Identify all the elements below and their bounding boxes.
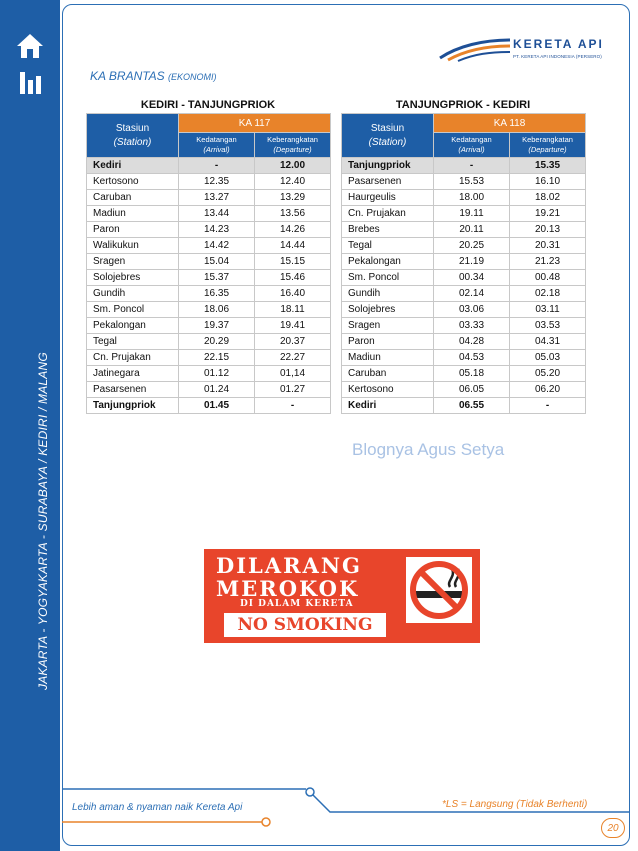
table-row [342, 286, 586, 302]
station-cell: Jatinegara [87, 366, 179, 382]
table-row [87, 254, 331, 270]
departure-cell: 18.11 [255, 302, 331, 318]
station-cell: Tegal [87, 334, 179, 350]
departure-header: Keberangkatan (Departure) [255, 133, 331, 158]
table-row [87, 174, 331, 190]
departure-cell: 14.26 [255, 222, 331, 238]
table-row [87, 334, 331, 350]
arrival-cell: 02.14 [434, 286, 510, 302]
departure-cell: 02.18 [510, 286, 586, 302]
station-cell: Gundih [87, 286, 179, 302]
page-number: 20 [601, 818, 625, 838]
arrival-header: Kedatangan (Arrival) [179, 133, 255, 158]
table-row [342, 238, 586, 254]
table-row [342, 174, 586, 190]
table-row [342, 334, 586, 350]
route-vertical-label: JAKARTA - YOGYAKARTA - SURABAYA / KEDIRI / MALANG [36, 352, 50, 690]
kereta-api-logo-icon [438, 36, 512, 62]
departure-cell: 15.15 [255, 254, 331, 270]
table-row [342, 158, 586, 174]
table-row [342, 222, 586, 238]
station-cell: Gundih [342, 286, 434, 302]
departure-cell: 15.35 [510, 158, 586, 174]
arrival-cell: - [434, 158, 510, 174]
arrival-cell: 19.11 [434, 206, 510, 222]
table-row [342, 206, 586, 222]
table-row [87, 190, 331, 206]
home-icon[interactable] [14, 30, 46, 62]
departure-cell: 04.31 [510, 334, 586, 350]
arrival-cell: 06.55 [434, 398, 510, 414]
train-number: KA 118 [434, 114, 586, 133]
departure-cell: 16.40 [255, 286, 331, 302]
station-cell: Sragen [342, 318, 434, 334]
footer-tagline: Lebih aman & nyaman naik Kereta Api [72, 802, 243, 813]
station-cell: Tanjungpriok [342, 158, 434, 174]
sign-line-3: DI DALAM KERETA [240, 599, 354, 609]
arrival-cell: - [179, 158, 255, 174]
departure-cell: 15.46 [255, 270, 331, 286]
table-row [87, 206, 331, 222]
table-body [342, 158, 586, 414]
title-main: KA BRANTAS [90, 69, 165, 83]
departure-cell: 20.13 [510, 222, 586, 238]
station-cell: Kertosono [87, 174, 179, 190]
departure-cell: 13.56 [255, 206, 331, 222]
departure-cell: 18.02 [510, 190, 586, 206]
station-cell: Kertosono [342, 382, 434, 398]
departure-cell: 16.10 [510, 174, 586, 190]
schedule-table-tanjungpriok-kediri [341, 98, 585, 414]
route-title: KEDIRI - TANJUNGPRIOK [140, 99, 276, 111]
departure-cell: - [510, 398, 586, 414]
departure-cell: 05.20 [510, 366, 586, 382]
departure-cell: 03.53 [510, 318, 586, 334]
station-cell: Paron [87, 222, 179, 238]
arrival-cell: 14.42 [179, 238, 255, 254]
table-row [87, 158, 331, 174]
departure-cell: 21.23 [510, 254, 586, 270]
departure-header: Keberangkatan (Departure) [510, 133, 586, 158]
departure-cell: 03.11 [510, 302, 586, 318]
table-row [87, 350, 331, 366]
station-cell: Pekalongan [342, 254, 434, 270]
table-row [87, 286, 331, 302]
station-cell: Sm. Poncol [87, 302, 179, 318]
table-row [342, 302, 586, 318]
sign-line-4: NO SMOKING [237, 615, 373, 635]
table-row [342, 350, 586, 366]
page-title [90, 69, 217, 83]
arrival-cell: 15.37 [179, 270, 255, 286]
arrival-cell: 15.53 [434, 174, 510, 190]
station-cell: Kediri [87, 158, 179, 174]
station-cell: Solojebres [342, 302, 434, 318]
arrival-cell: 18.06 [179, 302, 255, 318]
table-row [342, 318, 586, 334]
table-row [342, 382, 586, 398]
station-cell: Cn. Prujakan [342, 206, 434, 222]
arrival-cell: 15.04 [179, 254, 255, 270]
departure-cell: 19.41 [255, 318, 331, 334]
departure-cell: 00.48 [510, 270, 586, 286]
table-row [87, 366, 331, 382]
station-cell: Sm. Poncol [342, 270, 434, 286]
arrival-cell: 20.11 [434, 222, 510, 238]
arrival-cell: 16.35 [179, 286, 255, 302]
station-cell: Pasarsenen [342, 174, 434, 190]
sign-line-2: MEROKOK [216, 576, 360, 601]
station-cell: Pekalongan [87, 318, 179, 334]
sign-line-1: DILARANG [216, 553, 362, 578]
title-subtitle: (EKONOMI) [168, 72, 217, 82]
departure-cell: 12.40 [255, 174, 331, 190]
route-title: TANJUNGPRIOK - KEDIRI [395, 99, 531, 111]
arrival-cell: 21.19 [434, 254, 510, 270]
departure-cell: 13.29 [255, 190, 331, 206]
table-row [342, 366, 586, 382]
table-row [342, 190, 586, 206]
station-cell: Kediri [342, 398, 434, 414]
table-row [342, 270, 586, 286]
departure-cell: 06.20 [510, 382, 586, 398]
station-cell: Haurgeulis [342, 190, 434, 206]
departure-cell: 05.03 [510, 350, 586, 366]
arrival-header: Kedatangan (Arrival) [434, 133, 510, 158]
station-header: Stasiun (Station) [87, 114, 179, 158]
table-row [87, 238, 331, 254]
table-row [342, 254, 586, 270]
arrival-cell: 19.37 [179, 318, 255, 334]
station-cell: Caruban [342, 366, 434, 382]
arrival-cell: 01.12 [179, 366, 255, 382]
table-row [87, 270, 331, 286]
schedule-table [86, 113, 331, 414]
sidebar [0, 0, 60, 851]
arrival-cell: 04.53 [434, 350, 510, 366]
arrival-cell: 12.35 [179, 174, 255, 190]
arrival-cell: 03.33 [434, 318, 510, 334]
arrival-cell: 18.00 [434, 190, 510, 206]
sign-banner [224, 613, 386, 637]
departure-cell: 19.21 [510, 206, 586, 222]
departure-cell: 01,14 [255, 366, 331, 382]
departure-cell: 20.31 [510, 238, 586, 254]
station-cell: Brebes [342, 222, 434, 238]
table-row [87, 302, 331, 318]
station-cell: Sragen [87, 254, 179, 270]
station-header: Stasiun (Station) [342, 114, 434, 158]
arrival-cell: 01.24 [179, 382, 255, 398]
station-cell: Walikukun [87, 238, 179, 254]
station-cell: Pasarsenen [87, 382, 179, 398]
station-cell: Madiun [342, 350, 434, 366]
arrival-cell: 00.34 [434, 270, 510, 286]
departure-cell: - [255, 398, 331, 414]
arrival-cell: 20.25 [434, 238, 510, 254]
no-smoking-icon [406, 557, 472, 623]
bar-chart-icon[interactable] [14, 66, 46, 98]
logo-subtext: PT. KERETA API INDONESIA (PERSERO) [513, 54, 602, 59]
arrival-cell: 01.45 [179, 398, 255, 414]
table-row [342, 398, 586, 414]
departure-cell: 12.00 [255, 158, 331, 174]
departure-cell: 20.37 [255, 334, 331, 350]
departure-cell: 01.27 [255, 382, 331, 398]
station-cell: Cn. Prujakan [87, 350, 179, 366]
table-row [87, 318, 331, 334]
departure-cell: 14.44 [255, 238, 331, 254]
station-cell: Caruban [87, 190, 179, 206]
station-cell: Solojebres [87, 270, 179, 286]
arrival-cell: 14.23 [179, 222, 255, 238]
arrival-cell: 06.05 [434, 382, 510, 398]
arrival-cell: 13.27 [179, 190, 255, 206]
table-row [87, 222, 331, 238]
arrival-cell: 22.15 [179, 350, 255, 366]
schedule-table-kediri-tanjungpriok [86, 98, 330, 414]
schedule-table [341, 113, 586, 414]
arrival-cell: 05.18 [434, 366, 510, 382]
arrival-cell: 13.44 [179, 206, 255, 222]
train-number: KA 117 [179, 114, 331, 133]
arrival-cell: 20.29 [179, 334, 255, 350]
table-row [87, 382, 331, 398]
station-cell: Tanjungpriok [87, 398, 179, 414]
no-smoking-sign [204, 549, 480, 643]
table-row [87, 398, 331, 414]
arrival-cell: 03.06 [434, 302, 510, 318]
station-cell: Madiun [87, 206, 179, 222]
station-cell: Paron [342, 334, 434, 350]
footer-note: *LS = Langsung (Tidak Berhenti) [442, 799, 588, 810]
station-cell: Tegal [342, 238, 434, 254]
arrival-cell: 04.28 [434, 334, 510, 350]
table-body [87, 158, 331, 414]
logo-text: KERETA API [513, 37, 604, 51]
departure-cell: 22.27 [255, 350, 331, 366]
watermark: Blognya Agus Setya [352, 440, 505, 459]
